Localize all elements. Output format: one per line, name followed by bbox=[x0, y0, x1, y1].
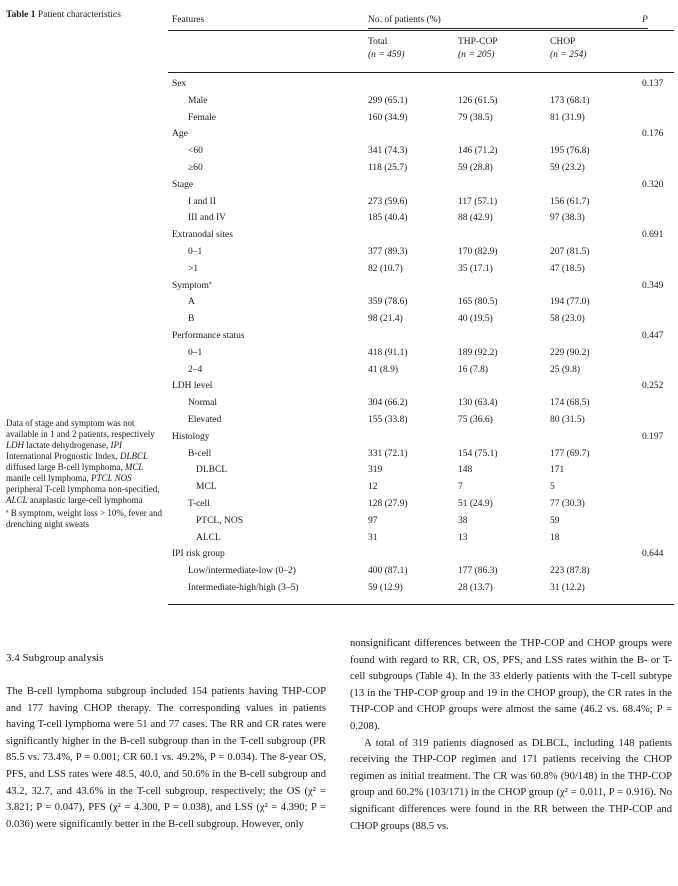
cell-thp-cop: 177 (86.3) bbox=[458, 566, 498, 577]
row-label: Symptomª bbox=[172, 280, 212, 291]
cell-thp-cop: 146 (71.2) bbox=[458, 146, 498, 157]
body-left-paragraph: The B-cell lymphoma subgroup included 154 patients having THP-COP and 177 having CHOP therapy. The corresponding values in patients having T-cell lymphoma were 51 and 77 cases. The RR and CR rates were significantly higher in the B-cell subgroup than in the T-cell subgroup (PR 85.5 vs. 73.4%, P = 0.001; CR 60.1 vs. 49.2%, P = 0.034). The 8-year OS, PFS, and LSS rates were 48.5, 40.0, and 50.6% in the B-cell subgroup and 43.2, 32.7, and 43.6% in the T-cell subgroup, respectively; the OS (χ² = 3.821; P = 0.047), PFS (χ² = 4.300, P = 0.038), and LSS (χ² = 4.390; P = 0.036) were significantly better in the B-cell subgroup. However, only bbox=[6, 686, 326, 830]
note-abbr-definition: peripheral T-cell lymphoma non-specified, bbox=[6, 484, 160, 494]
table-rule-top bbox=[168, 30, 674, 31]
table-row bbox=[168, 196, 674, 209]
cell-total: 185 (40.4) bbox=[368, 213, 408, 224]
header-p: P bbox=[642, 15, 648, 25]
table-row bbox=[168, 515, 674, 528]
table-row bbox=[168, 397, 674, 410]
note-abbr-definition: diffused large B-cell lymphoma, bbox=[6, 462, 125, 472]
table-row bbox=[168, 481, 674, 494]
cell-p-value: 0.197 bbox=[642, 431, 664, 442]
header-total-n: (n = 459) bbox=[368, 50, 405, 60]
table-row bbox=[168, 145, 674, 158]
row-label: ≥60 bbox=[188, 163, 203, 173]
cell-thp-cop: 75 (36.6) bbox=[458, 415, 493, 425]
table-row bbox=[168, 565, 674, 578]
cell-thp-cop: 51 (24.9) bbox=[458, 499, 493, 509]
cell-total: 304 (66.2) bbox=[368, 398, 408, 409]
cell-total: 341 (74.3) bbox=[368, 146, 408, 157]
note-abbr-term: LDH bbox=[6, 440, 25, 450]
cell-p-value: 0.644 bbox=[642, 549, 664, 560]
table-row bbox=[168, 246, 674, 259]
cell-total: 82 (10.7) bbox=[368, 263, 403, 274]
cell-total: 418 (91.1) bbox=[368, 347, 408, 358]
note-abbr-term: IPI bbox=[110, 440, 122, 450]
cell-thp-cop: 130 (63.4) bbox=[458, 398, 498, 409]
table-row bbox=[168, 263, 674, 276]
row-label: Stage bbox=[172, 179, 194, 190]
body-right-paragraph-1: nonsignificant differences between the THP-COP and CHOP groups were found with regard to RR, CR, OS, PFS, and LSS rates within the B- or T-cell subgroups (Table 4). In the 33 elderly patients with the T-cell subtype (13 in the THP-COP group and 19 in the CHOP group), the CR rates in the THP-COP and CHOP groups were almost the same (46.2 vs. 68.4%; P = 0.208). bbox=[350, 638, 672, 732]
row-label: Normal bbox=[188, 398, 218, 409]
cell-total: 160 (34.9) bbox=[368, 112, 408, 123]
cell-thp-cop: 88 (42.9) bbox=[458, 213, 493, 224]
table-row bbox=[168, 414, 674, 427]
row-label: >1 bbox=[188, 263, 199, 274]
table-notes bbox=[6, 418, 166, 530]
row-label: III and IV bbox=[188, 213, 226, 224]
row-label: Intermediate-high/high (3–5) bbox=[188, 583, 299, 593]
row-label: A bbox=[188, 297, 195, 308]
table-row bbox=[168, 448, 674, 461]
cell-chop: 31 (12.2) bbox=[550, 583, 585, 593]
table-rule-group bbox=[368, 28, 648, 29]
cell-chop: 194 (77.0) bbox=[550, 297, 590, 308]
row-label: 0–1 bbox=[188, 347, 203, 358]
cell-chop: 59 bbox=[550, 515, 560, 526]
cell-p-value: 0.349 bbox=[642, 280, 664, 291]
row-label: Sex bbox=[172, 79, 187, 89]
row-label: MCL bbox=[196, 482, 217, 493]
table-row bbox=[168, 532, 674, 545]
table-rule-header bbox=[168, 72, 674, 73]
cell-chop: 25 (9.8) bbox=[550, 364, 581, 375]
cell-chop: 195 (76.8) bbox=[550, 146, 590, 157]
table-row bbox=[168, 212, 674, 225]
cell-p-value: 0.691 bbox=[642, 230, 664, 241]
header-no-patients: No. of patients (%) bbox=[368, 15, 441, 25]
cell-chop: 171 bbox=[550, 465, 565, 476]
cell-chop: 77 (30.3) bbox=[550, 499, 585, 509]
table-caption-label: Table 1 bbox=[6, 10, 36, 20]
cell-total: 59 (12.9) bbox=[368, 583, 403, 593]
cell-thp-cop: 79 (38.5) bbox=[458, 112, 493, 123]
body-left-column bbox=[6, 684, 326, 833]
cell-p-value: 0.176 bbox=[642, 129, 664, 140]
note-abbr-definition: mantle cell lymphoma, bbox=[6, 473, 91, 483]
table-caption-title: Patient characteristics bbox=[37, 10, 121, 20]
cell-p-value: 0.320 bbox=[642, 179, 664, 190]
table-row bbox=[168, 313, 674, 326]
cell-thp-cop: 28 (13.7) bbox=[458, 583, 493, 593]
cell-thp-cop: 7 bbox=[458, 482, 463, 493]
cell-chop: 5 bbox=[550, 482, 555, 493]
cell-p-value: 0.252 bbox=[642, 381, 664, 392]
cell-total: 319 bbox=[368, 465, 383, 476]
table-row bbox=[168, 296, 674, 309]
note-abbr-term: PTCL NOS bbox=[90, 473, 132, 483]
cell-total: 155 (33.8) bbox=[368, 415, 408, 425]
cell-chop: 97 (38.3) bbox=[550, 213, 585, 224]
cell-total: 97 bbox=[368, 515, 378, 526]
cell-total: 377 (89.3) bbox=[368, 247, 408, 257]
cell-thp-cop: 35 (17.1) bbox=[458, 263, 493, 274]
row-label: B-cell bbox=[188, 448, 212, 459]
table-row bbox=[168, 162, 674, 175]
body-right-paragraph-2: A total of 319 patients diagnosed as DLBCL, including 148 patients receiving the THP-COP regimen and 171 patients receiving the CHOP regimen as initial treatment. The CR was 60.8% (90/148) in the THP-COP group and 60.2% (103/171) in the CHOP group (χ² = 0.011, P = 0.916). No significant differences were found in the RR between the THP-COP and CHOP groups (88.5 vs. bbox=[350, 737, 672, 832]
cell-chop: 81 (31.9) bbox=[550, 112, 585, 123]
note-abbr-definition: anaplastic large-cell lymphoma bbox=[27, 495, 143, 505]
row-label: PTCL, NOS bbox=[196, 515, 243, 526]
table-row bbox=[168, 347, 674, 360]
cell-total: 31 bbox=[368, 532, 378, 543]
cell-chop: 58 (23.0) bbox=[550, 314, 585, 325]
row-label: Performance status bbox=[172, 331, 245, 341]
table-row bbox=[168, 582, 674, 595]
cell-thp-cop: 38 bbox=[458, 515, 468, 526]
note-abbr-definition: International Prognostic Index, bbox=[6, 451, 120, 461]
row-label: T-cell bbox=[188, 499, 210, 509]
cell-thp-cop: 59 (28.8) bbox=[458, 163, 493, 173]
table-row bbox=[168, 128, 674, 141]
note-abbr-term: ALCL bbox=[6, 495, 28, 505]
table-row bbox=[168, 548, 674, 561]
cell-chop: 177 (69.7) bbox=[550, 448, 590, 459]
cell-thp-cop: 126 (61.5) bbox=[458, 95, 498, 106]
cell-thp-cop: 13 bbox=[458, 532, 468, 543]
cell-thp-cop: 16 (7.8) bbox=[458, 364, 489, 375]
cell-p-value: 0.137 bbox=[642, 79, 664, 89]
cell-thp-cop: 148 bbox=[458, 465, 473, 476]
table-header-row-3 bbox=[168, 49, 674, 62]
table-row bbox=[168, 78, 674, 91]
row-label: Histology bbox=[172, 431, 210, 442]
header-thp-n: (n = 205) bbox=[458, 50, 495, 60]
cell-thp-cop: 40 (19.5) bbox=[458, 314, 493, 325]
row-label: Low/intermediate-low (0–2) bbox=[188, 566, 296, 577]
cell-chop: 156 (61.7) bbox=[550, 196, 590, 207]
header-thp: THP-COP bbox=[458, 37, 498, 47]
note-missing: Data of stage and symptom was not available in 1 and 2 patients, respectively bbox=[6, 418, 155, 439]
cell-chop: 174 (68.5) bbox=[550, 398, 590, 409]
cell-chop: 59 (23.2) bbox=[550, 163, 585, 173]
header-chop: CHOP bbox=[550, 37, 576, 47]
cell-chop: 47 (18.5) bbox=[550, 263, 585, 274]
cell-chop: 80 (31.5) bbox=[550, 415, 585, 425]
note-footnote: ª B symptom, weight loss > 10%, fever and drenching night sweats bbox=[6, 508, 163, 529]
cell-thp-cop: 165 (80.5) bbox=[458, 297, 498, 308]
row-label: Elevated bbox=[188, 415, 222, 425]
cell-chop: 207 (81.5) bbox=[550, 247, 590, 257]
row-label: 0–1 bbox=[188, 247, 203, 257]
note-abbreviations bbox=[6, 440, 166, 506]
table-row bbox=[168, 280, 674, 293]
row-label: IPI risk group bbox=[172, 549, 225, 560]
cell-total: 128 (27.9) bbox=[368, 499, 408, 509]
header-chop-n: (n = 254) bbox=[550, 50, 587, 60]
table-row bbox=[168, 380, 674, 393]
row-label: ALCL bbox=[196, 532, 221, 543]
table-row bbox=[168, 179, 674, 192]
table-rule-bottom bbox=[168, 604, 674, 605]
table-row bbox=[168, 229, 674, 242]
cell-total: 41 (8.9) bbox=[368, 364, 399, 375]
table-row bbox=[168, 95, 674, 108]
cell-chop: 18 bbox=[550, 532, 560, 543]
row-label: <60 bbox=[188, 146, 203, 157]
cell-total: 299 (65.1) bbox=[368, 95, 408, 106]
row-label: DLBCL bbox=[196, 465, 228, 476]
row-label: B bbox=[188, 314, 195, 325]
table-row bbox=[168, 431, 674, 444]
cell-total: 400 (87.1) bbox=[368, 566, 408, 577]
row-label: Male bbox=[188, 95, 208, 106]
cell-total: 273 (59.6) bbox=[368, 196, 408, 207]
section-title: 3.4 Subgroup analysis bbox=[6, 652, 104, 664]
cell-total: 331 (72.1) bbox=[368, 448, 408, 459]
body-right-column bbox=[350, 636, 672, 835]
row-label: LDH level bbox=[172, 381, 213, 392]
table-row bbox=[168, 464, 674, 477]
row-label: Female bbox=[188, 112, 216, 123]
table-header-row-1 bbox=[168, 14, 674, 27]
cell-total: 118 (25.7) bbox=[368, 163, 408, 173]
note-abbr-term: DLBCL bbox=[119, 451, 148, 461]
cell-total: 98 (21.4) bbox=[368, 314, 403, 325]
row-label: I and II bbox=[188, 196, 216, 207]
table-caption bbox=[6, 10, 121, 20]
note-abbr-term: MCL bbox=[124, 462, 144, 472]
cell-thp-cop: 189 (92.2) bbox=[458, 347, 498, 358]
table-row bbox=[168, 330, 674, 343]
cell-thp-cop: 117 (57.1) bbox=[458, 196, 498, 207]
cell-chop: 223 (87.8) bbox=[550, 566, 590, 577]
row-label: Age bbox=[172, 129, 188, 140]
header-features: Features bbox=[172, 15, 205, 25]
note-abbr-definition: lactate dehydrogenase, bbox=[24, 440, 111, 450]
cell-p-value: 0.447 bbox=[642, 331, 664, 341]
cell-thp-cop: 170 (82.9) bbox=[458, 247, 498, 257]
row-label: 2–4 bbox=[188, 364, 203, 375]
cell-thp-cop: 154 (75.1) bbox=[458, 448, 498, 459]
table-row bbox=[168, 112, 674, 125]
cell-chop: 173 (68.1) bbox=[550, 95, 590, 106]
row-label: Extranodal sites bbox=[172, 230, 233, 241]
table-row bbox=[168, 364, 674, 377]
cell-chop: 229 (90.2) bbox=[550, 347, 590, 358]
cell-total: 359 (78.6) bbox=[368, 297, 408, 308]
header-total: Total bbox=[368, 37, 388, 47]
cell-total: 12 bbox=[368, 482, 378, 493]
table-header-row-2 bbox=[168, 36, 674, 49]
table-row bbox=[168, 498, 674, 511]
